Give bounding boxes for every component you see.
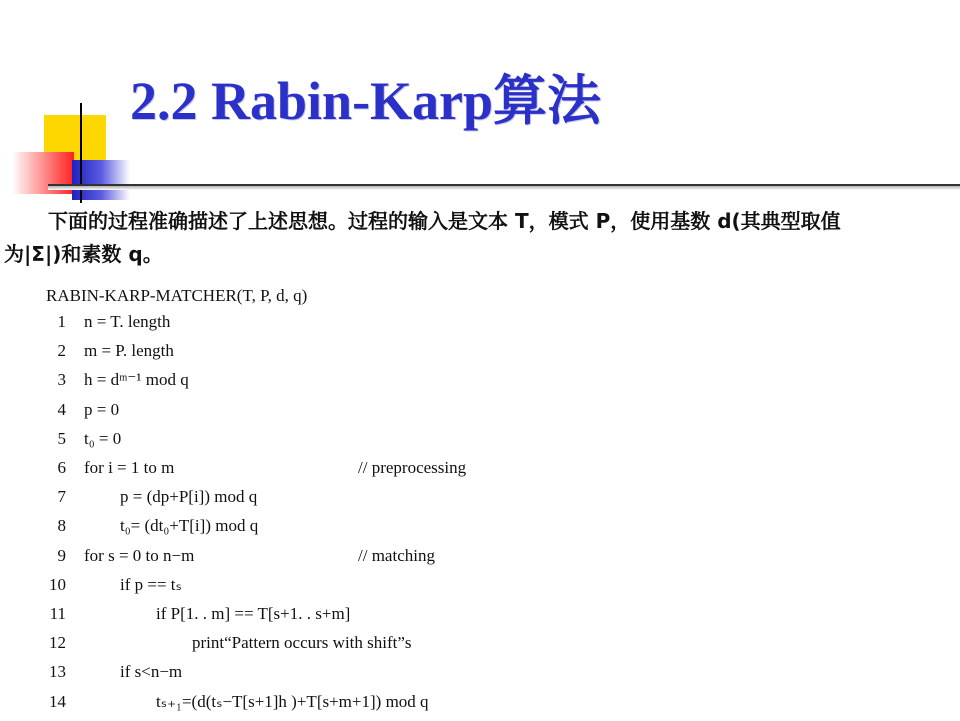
line-number: 9 xyxy=(57,545,66,565)
line-code: p = 0 xyxy=(84,399,120,419)
line-number: 3 xyxy=(57,370,66,390)
line-code: for s = 0 to n−m xyxy=(84,545,195,565)
line-code: p = (dp+P[i]) mod q xyxy=(120,487,258,507)
line-code: if p == tₛ xyxy=(120,574,182,594)
line-number: 13 xyxy=(49,662,66,682)
line-number: 11 xyxy=(49,604,66,623)
line-code: if P[1. . m] == T[s+1. . s+m] xyxy=(156,604,351,623)
line-code: t₀= (dt₀+T[i]) mod q xyxy=(120,516,259,536)
line-number: 12 xyxy=(49,633,66,653)
line-code: print“Pattern occurs with shift”s xyxy=(192,633,412,653)
line-number: 1 xyxy=(57,312,66,331)
intro-paragraph xyxy=(4,205,956,271)
line-code: n = T. length xyxy=(84,312,171,331)
line-number: 6 xyxy=(57,458,66,477)
line-number: 2 xyxy=(57,341,66,361)
line-number: 14 xyxy=(49,691,66,711)
line-code: if s<n−m xyxy=(120,662,183,682)
line-comment: // matching xyxy=(358,545,435,565)
line-code: for i = 1 to m xyxy=(84,458,175,477)
intro-line-2: 为|Σ|)和素数 q。 xyxy=(4,242,163,266)
intro-line-1: 下面的过程准确描述了上述思想。过程的输入是文本 T，模式 P，使用基数 d(其典型取值 xyxy=(48,209,841,233)
line-comment: // preprocessing xyxy=(358,458,467,477)
line-code: h = dᵐ⁻¹ mod q xyxy=(84,370,189,390)
line-code: m = P. length xyxy=(84,341,174,361)
line-number: 10 xyxy=(49,574,66,594)
title-divider-shadow xyxy=(48,186,960,190)
line-number: 5 xyxy=(57,428,66,448)
line-number: 8 xyxy=(57,516,66,536)
line-code: t₀ = 0 xyxy=(84,428,122,448)
line-number: 4 xyxy=(57,399,66,419)
line-code: tₛ₊₁=(d(tₛ−T[s+1]h )+T[s+m+1]) mod q xyxy=(156,691,429,711)
line-number: 7 xyxy=(57,487,66,507)
slide-title: 2.2 Rabin-Karp算法 xyxy=(130,71,602,131)
algorithm-header: RABIN-KARP-MATCHER(T, P, d, q) xyxy=(46,286,308,305)
